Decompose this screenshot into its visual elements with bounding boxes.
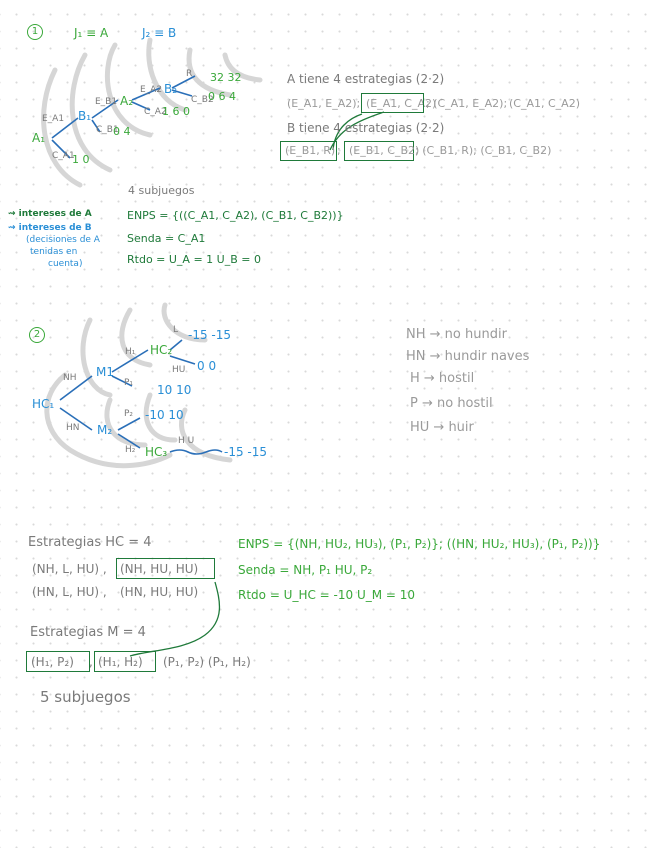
legend-h: H → hostil	[410, 371, 475, 386]
note-interests-a: ⇝ intereses de A	[8, 209, 92, 219]
payoff-l: -15 -15	[188, 328, 232, 342]
section-1-enps: ENPS = {((C_A1, C_A2), (C_B1, C_B2))}	[127, 209, 344, 222]
hc-strategy-2: (NH, HU, HU)	[120, 562, 199, 576]
edge-nh: NH	[63, 373, 77, 383]
a-strategy-1: (E_A1, E_A2);	[287, 97, 361, 110]
section-2-rtdo: Rtdo = U_HC = -10 U_M = 10	[238, 588, 416, 602]
hc-strategies-title: Estrategias HC = 4	[28, 535, 152, 550]
note-b-detail-2: tenidas en	[30, 247, 78, 257]
section-1-number-text: 1	[31, 26, 39, 37]
section-1-subgames: 4 subjuegos	[128, 184, 195, 197]
node-hc1: HC₁	[32, 397, 55, 411]
a-strategy-2: (E_A1, C_A2)	[366, 97, 437, 110]
node-hc3: HC₃	[145, 445, 168, 459]
a-strategy-2-highlight-box	[361, 93, 424, 113]
edge-cb1: C_B1	[96, 125, 119, 135]
edge-h2: H₂	[125, 445, 136, 455]
note-b-detail-3: cuenta)	[48, 259, 83, 269]
note-b-detail-1: (decisiones de A	[26, 235, 100, 245]
hc-strategy-1: (NH, L, HU) ,	[32, 562, 107, 576]
node-b2: B₂	[164, 82, 178, 96]
edge-hu: HU	[172, 365, 186, 375]
a-strategy-4: (C_A1, C_A2)	[509, 97, 580, 110]
payoff-hu: 0 0	[197, 359, 217, 373]
section-1-senda: Senda = C_A1	[127, 232, 206, 245]
tree-2-branches	[60, 340, 222, 454]
edge-ca1: C_A1	[52, 151, 75, 161]
player-2-label: J₂ ≡ B	[142, 26, 177, 40]
node-a2: A₂	[120, 94, 134, 108]
m-strategy-1: (H₁, P₂)	[31, 655, 74, 669]
edge-eb1: E_B1	[95, 97, 118, 107]
payoff-p1: 10 10	[157, 383, 192, 397]
m-strategy-2: (H₁, H₂)	[98, 655, 143, 669]
section-2-subgames: 5 subjuegos	[40, 688, 131, 706]
edge-cb2: C_B2	[191, 95, 214, 105]
m-strategy-sep: ,	[89, 655, 93, 669]
edge-ea1: E_A1	[42, 114, 65, 124]
node-m2: M₂	[97, 423, 113, 437]
node-m1: M1	[96, 365, 114, 379]
section-2-senda: Senda = NH, P₁ HU, P₂	[238, 563, 373, 577]
edge-hu3: H U	[178, 436, 195, 446]
payoff-ca1: 1 0	[72, 153, 90, 166]
edge-l: L	[173, 325, 179, 335]
legend-p: P → no hostil	[410, 396, 493, 411]
node-a1: A₁	[32, 131, 46, 145]
b-strategies-title: B tiene 4 estrategias (2·2)	[287, 121, 445, 135]
legend-hu: HU → huir	[410, 420, 474, 435]
payoff-hu3: -15 -15	[224, 445, 268, 459]
payoff-ca2: 1 6 0	[162, 105, 190, 118]
edge-hn: HN	[66, 423, 80, 433]
edge-h1: H₁	[125, 347, 136, 357]
payoff-cb1: 0 4	[113, 125, 131, 138]
edge-ca2: C_A2	[144, 107, 167, 117]
edge-r: R	[186, 69, 193, 79]
section-1-number	[27, 24, 43, 40]
b-strategy-1: (E_B1, R)	[285, 144, 336, 157]
payoff-cb2: 0 6 4	[208, 90, 236, 103]
legend-hn: HN → hundir naves	[406, 349, 530, 364]
edge-ea2: E_A2	[140, 85, 163, 95]
edge-p2: P₂	[124, 409, 134, 419]
m-strategies-title: Estrategias M = 4	[30, 625, 146, 640]
b-strategy-rest: ; (C_B1, R); (C_B1, C_B2)	[415, 144, 552, 157]
section-2-number-text: 2	[33, 329, 41, 340]
note-interests-b: ⇝ intereses de B	[8, 223, 92, 233]
a-strategy-3: ; (C_A1, E_A2);	[426, 97, 508, 110]
section-2-number	[29, 327, 45, 343]
edge-p1: P₁	[124, 378, 134, 388]
legend-nh: NH → no hundir	[406, 327, 507, 342]
b-strategy-sep: ;	[337, 144, 341, 157]
node-hc2: HC₂	[150, 343, 173, 357]
a-strategies-title: A tiene 4 estrategias (2·2)	[287, 72, 445, 86]
hc-strategy-3: (HN, L, HU) ,	[32, 585, 107, 599]
player-1-label: J₁ ≡ A	[74, 26, 109, 40]
payoff-p2: -10 10	[145, 408, 184, 422]
b-strategy-2: (E_B1, C_B2)	[349, 144, 420, 157]
section-2-enps: ENPS = {(NH, HU₂, HU₃), (P₁, P₂)}; ((HN, HU₂, HU₃), (P₁, P₂))}	[238, 537, 601, 551]
node-b1: B₁	[78, 109, 92, 123]
payoff-r: 32 32	[210, 71, 242, 84]
m-strategy-rest: (P₁, P₂) (P₁, H₂)	[163, 655, 251, 669]
hc-strategy-4: (HN, HU, HU)	[120, 585, 199, 599]
section-1-rtdo: Rtdo = U_A = 1 U_B = 0	[127, 253, 261, 266]
